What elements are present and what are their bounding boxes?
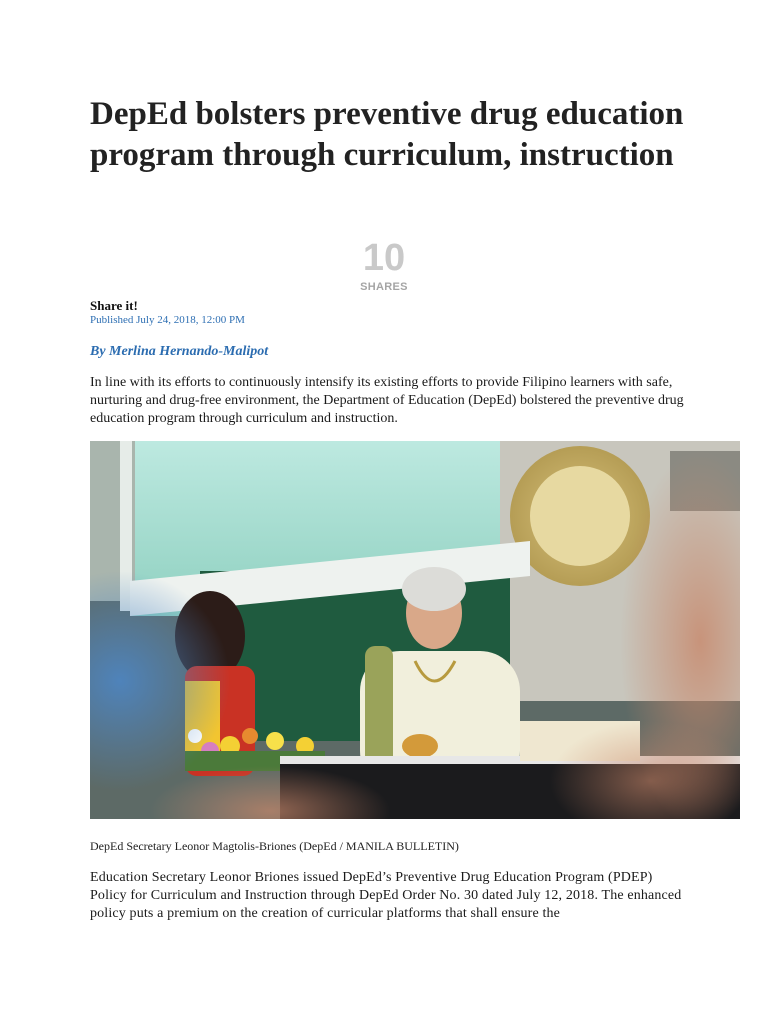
article-paragraph-1: In line with its efforts to continuously intensify its existing efforts to provide Filipino learners with safe, nurturing and drug-free environment, the Department of Education (DepEd) bolstered the preventive drug education program through curriculum and instruction.	[90, 375, 684, 426]
author-byline[interactable]: By Merlina Hernando-Malipot	[90, 344, 269, 359]
share-count-label: SHARES	[360, 281, 408, 293]
photo-caption: DepEd Secretary Leonor Magtolis-Briones (DepEd / MANILA BULLETIN)	[90, 839, 459, 853]
article-photo	[90, 441, 740, 819]
published-date: Published July 24, 2018, 12:00 PM	[90, 314, 245, 326]
article-headline: DepEd bolsters preventive drug education program through curriculum, instruction	[90, 96, 684, 173]
share-it-label[interactable]: Share it!	[90, 298, 138, 313]
share-count: 10	[362, 237, 406, 279]
article-photo-illustration	[90, 441, 740, 819]
article-paragraph-2	[90, 869, 690, 923]
article-paragraph-2-text: Education Secretary Leonor Briones issued DepEd’s Preventive Drug Education Program (PDEP) Policy for Curriculum and Instruction through DepEd Order No. 30 dated July 12, 2018. The enhanced policy puts a premium on the creation of curricular platforms that shall ensure the	[90, 870, 682, 921]
